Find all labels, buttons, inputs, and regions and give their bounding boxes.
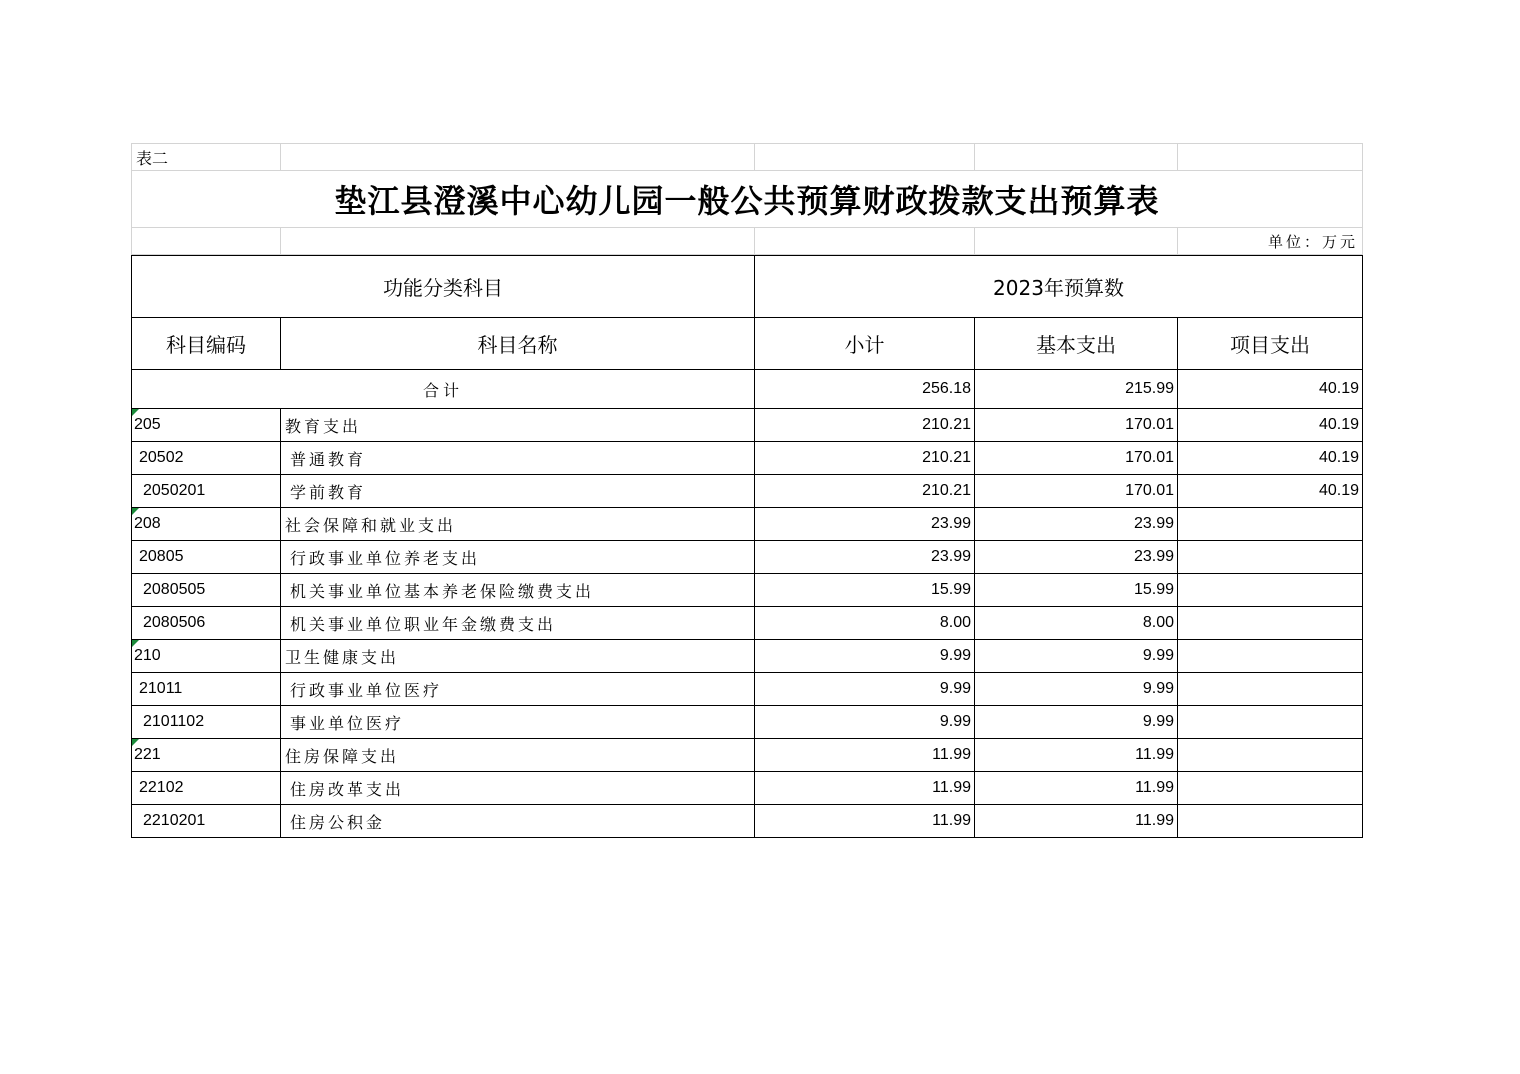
row-project [1178, 706, 1363, 739]
budget-sheet [131, 143, 1362, 838]
cell-indicator-icon [132, 739, 139, 746]
table-row [132, 508, 1363, 541]
row-project [1178, 739, 1363, 772]
row-code [132, 409, 281, 442]
cell-indicator-icon [132, 508, 139, 515]
row-project [1178, 772, 1363, 805]
row-project [1178, 574, 1363, 607]
table-row [132, 442, 1363, 475]
header-row-columns [132, 318, 1363, 370]
header-code: 科目编码 [132, 318, 281, 370]
page-title: 垫江县澄溪中心幼儿园一般公共预算财政拨款支出预算表 [132, 171, 1363, 228]
row-subtotal: 15.99 [755, 574, 975, 607]
table-row [132, 541, 1363, 574]
row-project [1178, 805, 1363, 838]
row-subtotal: 9.99 [755, 640, 975, 673]
row-basic: 8.00 [975, 607, 1178, 640]
row-name: 社会保障和就业支出 [281, 508, 755, 541]
row-basic: 9.99 [975, 706, 1178, 739]
row-code: 20502 [132, 442, 281, 475]
row-name: 行政事业单位养老支出 [281, 541, 755, 574]
row-code-text: 208 [134, 515, 161, 532]
row-code-text: 221 [134, 746, 161, 763]
row-basic: 11.99 [975, 772, 1178, 805]
table-row [132, 607, 1363, 640]
row-name: 学前教育 [281, 475, 755, 508]
row-code: 2080505 [132, 574, 281, 607]
row-subtotal: 9.99 [755, 706, 975, 739]
row-project [1178, 508, 1363, 541]
row-subtotal: 11.99 [755, 739, 975, 772]
header-name: 科目名称 [281, 318, 755, 370]
row-basic: 170.01 [975, 409, 1178, 442]
row-code: 2050201 [132, 475, 281, 508]
row-basic: 9.99 [975, 640, 1178, 673]
table-row [132, 772, 1363, 805]
table-row [132, 739, 1363, 772]
row-basic: 11.99 [975, 805, 1178, 838]
table-row [132, 805, 1363, 838]
row-subtotal: 210.21 [755, 475, 975, 508]
header-row-group [132, 256, 1363, 318]
row-project [1178, 541, 1363, 574]
total-row [132, 370, 1363, 409]
unit-label: 单位：万元 [1178, 228, 1363, 255]
row-basic: 170.01 [975, 475, 1178, 508]
row-basic: 15.99 [975, 574, 1178, 607]
row-project: 40.19 [1178, 475, 1363, 508]
cell-indicator-icon [132, 640, 139, 647]
row-code-text: 210 [134, 647, 161, 664]
row-name: 住房保障支出 [281, 739, 755, 772]
table-row [132, 409, 1363, 442]
total-basic: 215.99 [975, 370, 1178, 409]
row-project [1178, 640, 1363, 673]
row-name: 住房公积金 [281, 805, 755, 838]
row-name: 行政事业单位医疗 [281, 673, 755, 706]
row-name: 事业单位医疗 [281, 706, 755, 739]
row-basic: 23.99 [975, 508, 1178, 541]
table-row [132, 475, 1363, 508]
table-label: 表二 [132, 144, 281, 171]
row-code [132, 508, 281, 541]
row-name: 普通教育 [281, 442, 755, 475]
cell-indicator-icon [132, 409, 139, 416]
row-subtotal: 11.99 [755, 805, 975, 838]
row-basic: 23.99 [975, 541, 1178, 574]
sheet-header-grid [131, 143, 1363, 255]
row-code [132, 640, 281, 673]
row-code: 21011 [132, 673, 281, 706]
row-project: 40.19 [1178, 442, 1363, 475]
row-subtotal: 210.21 [755, 442, 975, 475]
row-code: 20805 [132, 541, 281, 574]
header-project: 项目支出 [1178, 318, 1363, 370]
table-row [132, 574, 1363, 607]
row-subtotal: 210.21 [755, 409, 975, 442]
row-subtotal: 23.99 [755, 541, 975, 574]
row-subtotal: 8.00 [755, 607, 975, 640]
row-basic: 11.99 [975, 739, 1178, 772]
row-project [1178, 607, 1363, 640]
row-basic: 9.99 [975, 673, 1178, 706]
table-row [132, 673, 1363, 706]
row-code: 2080506 [132, 607, 281, 640]
row-code: 2210201 [132, 805, 281, 838]
total-project: 40.19 [1178, 370, 1363, 409]
header-basic: 基本支出 [975, 318, 1178, 370]
header-subtotal: 小计 [755, 318, 975, 370]
row-code [132, 739, 281, 772]
row-name: 机关事业单位职业年金缴费支出 [281, 607, 755, 640]
row-name: 机关事业单位基本养老保险缴费支出 [281, 574, 755, 607]
row-project [1178, 673, 1363, 706]
table-row [132, 640, 1363, 673]
row-basic: 170.01 [975, 442, 1178, 475]
row-code-text: 205 [134, 416, 161, 433]
total-label: 合计 [132, 370, 755, 409]
row-project: 40.19 [1178, 409, 1363, 442]
row-name: 住房改革支出 [281, 772, 755, 805]
row-code: 2101102 [132, 706, 281, 739]
row-code: 22102 [132, 772, 281, 805]
total-subtotal: 256.18 [755, 370, 975, 409]
row-subtotal: 9.99 [755, 673, 975, 706]
table-row [132, 706, 1363, 739]
row-name: 卫生健康支出 [281, 640, 755, 673]
row-subtotal: 23.99 [755, 508, 975, 541]
header-functional-category: 功能分类科目 [132, 256, 755, 318]
row-subtotal: 11.99 [755, 772, 975, 805]
header-budget-year: 2023年预算数 [755, 256, 1363, 318]
budget-table [131, 255, 1363, 838]
row-name: 教育支出 [281, 409, 755, 442]
